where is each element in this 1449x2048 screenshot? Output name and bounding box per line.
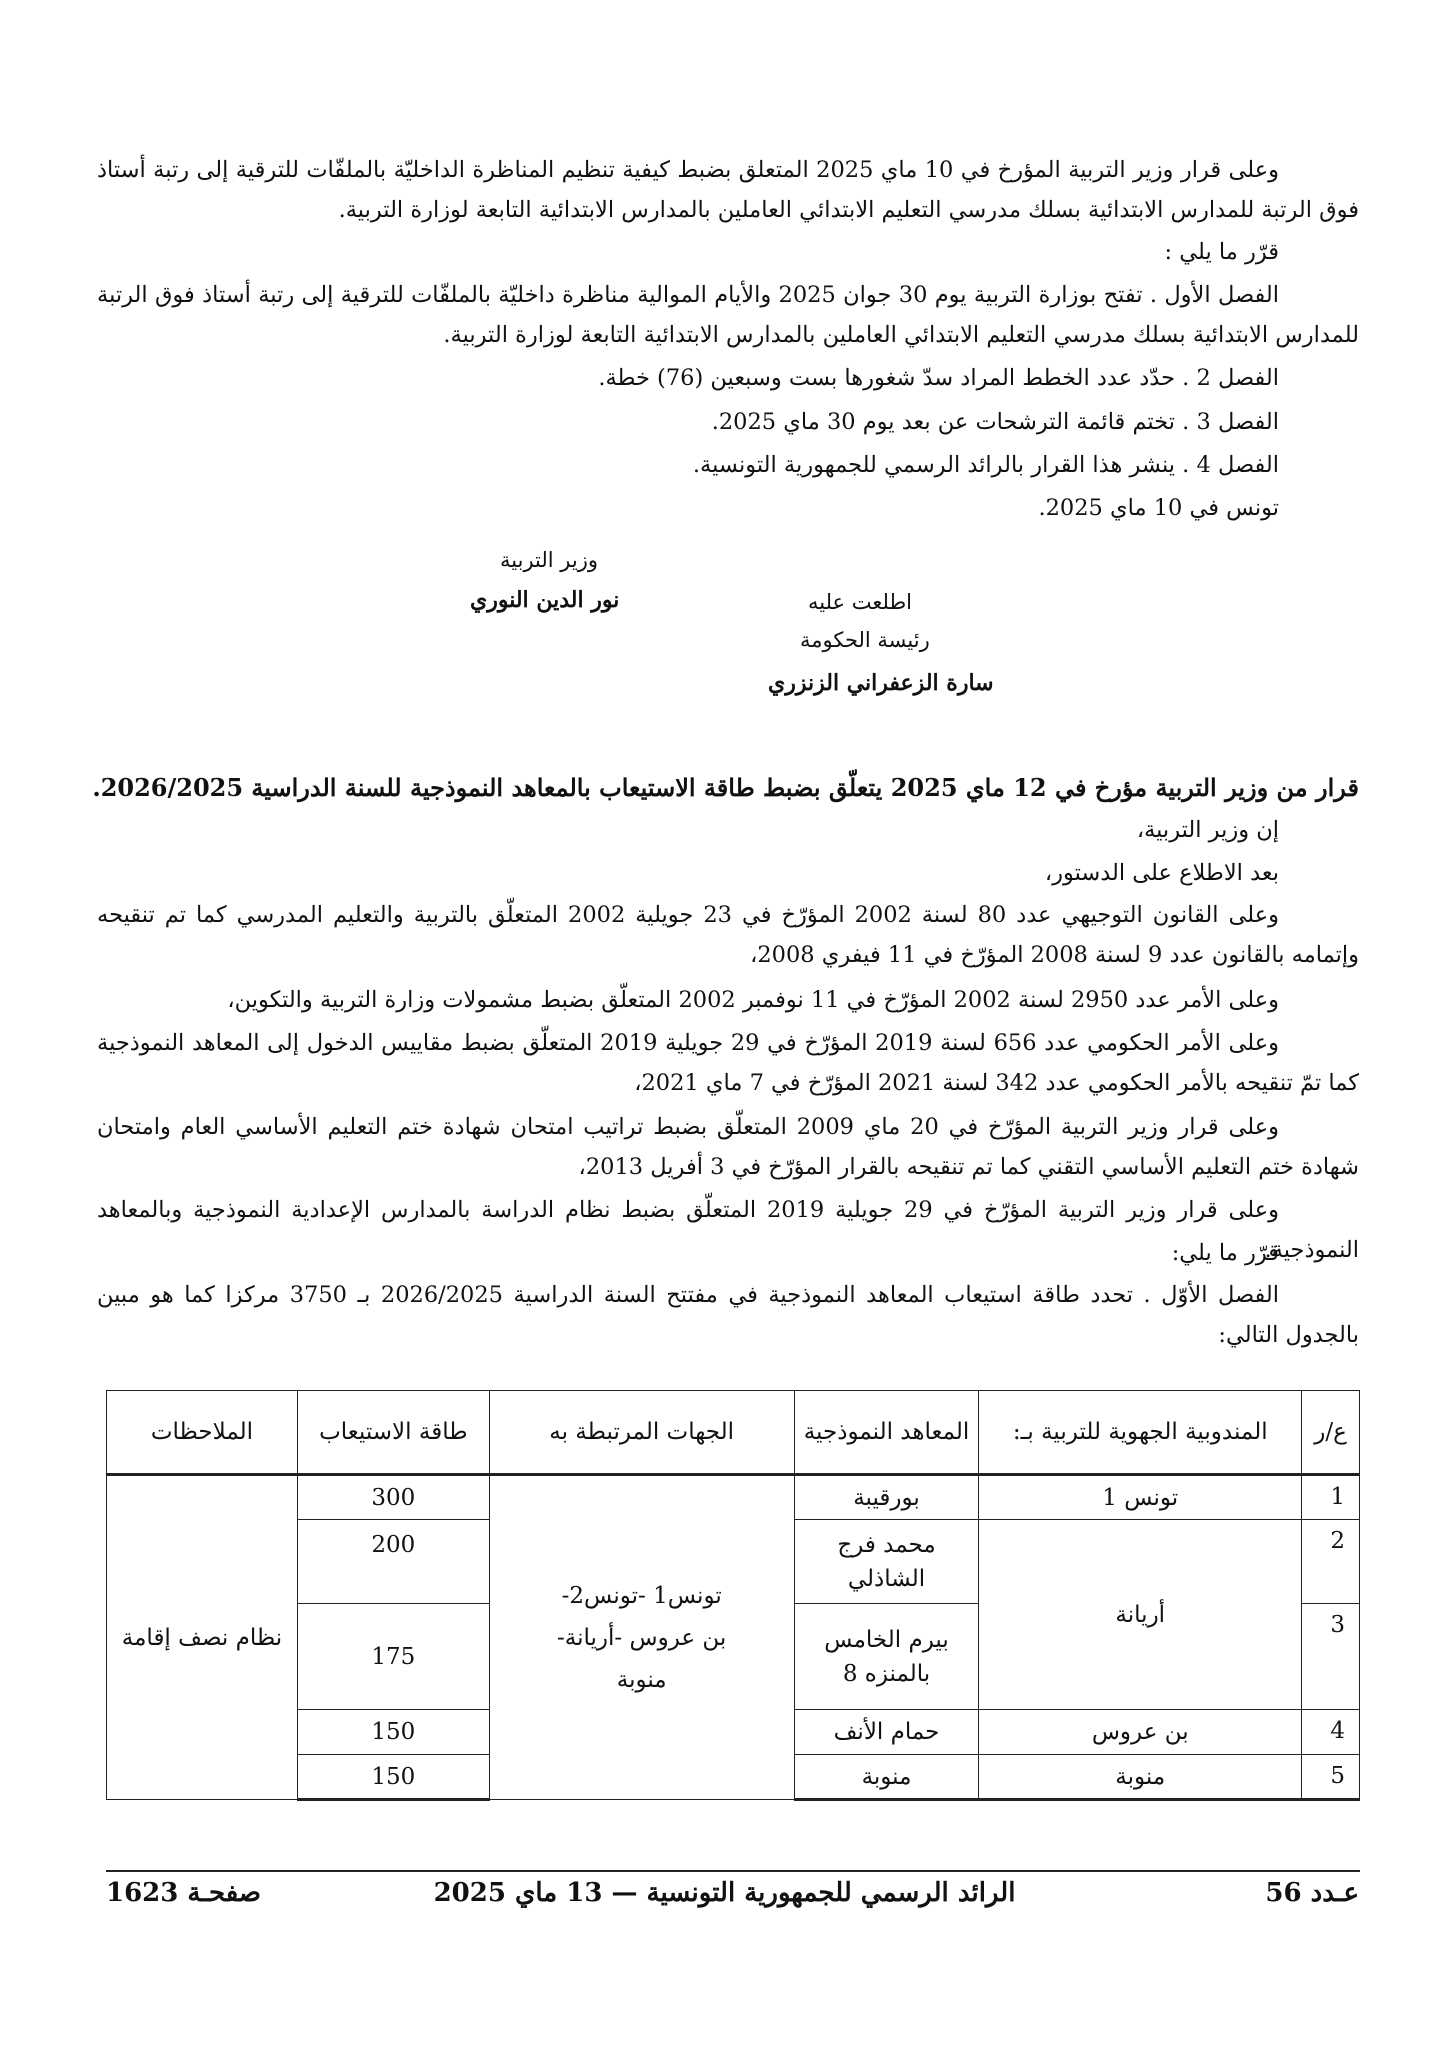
header-regions: الجهات المرتبطة به	[489, 1391, 794, 1475]
seen-by-label: اطلعت عليه	[808, 590, 913, 614]
footer-issue-number: عـدد 56	[1265, 1878, 1359, 1908]
decision2-article-1: الفصل الأوّل . تحدد طاقة استيعاب المعاهد النموذجية في مفتتح السنة الدراسية 2026/2025 بـ 3750 مركزا كما هو مبين بالجدول التالي:	[97, 1282, 1359, 1348]
decision2-law: وعلى القانون التوجيهي عدد 80 لسنة 2002 المؤرّخ في 23 جويلية 2002 المتعلّق بالتربية والتعليم المدرسي كما تم تنقيحه وإتمامه بالقانون عدد 9 لسنة 2008 المؤرّخ في 11 فيفري 2008،	[97, 902, 1359, 968]
table-row	[107, 1475, 1360, 1520]
header-notes: الملاحظات	[107, 1391, 298, 1475]
row-num: 3	[1302, 1604, 1360, 1710]
decision1-article-4: الفصل 4 . ينشر هذا القرار بالرائد الرسمي للجمهورية التونسية.	[692, 452, 1279, 478]
decision1-article-1: الفصل الأول . تفتح بوزارة التربية يوم 30 جوان 2025 والأيام الموالية مناظرة داخليّة بالملفّات للترقية إلى رتبة أستاذ فوق الرتبة للمدارس الابتدائية بسلك مدرسي التعليم الابتدائي العاملين بالمدارس الابتدائية التابعة لوزارة التربية.	[97, 282, 1359, 348]
decision1-article-3: الفصل 3 . تختم قائمة الترشحات عن بعد يوم 30 ماي 2025.	[711, 409, 1279, 435]
row-num: 4	[1302, 1710, 1360, 1755]
decision1-article-2: الفصل 2 . حدّد عدد الخطط المراد سدّ شغورها بست وسبعين (76) خطة.	[598, 365, 1279, 391]
row-delegation: تونس 1	[979, 1475, 1302, 1520]
decision2-title: قرار من وزير التربية مؤرخ في 12 ماي 2025 يتعلّق بضبط طاقة الاستيعاب بالمعاهد النموذجية للسنة الدراسية 2026/2025.	[92, 773, 1359, 802]
decision2-gov-order: وعلى الأمر الحكومي عدد 656 لسنة 2019 المؤرّخ في 29 جويلية 2019 المتعلّق بضبط مقاييس الدخول إلى المعاهد النموذجية كما تمّ تنقيحه بالأمر الحكومي عدد 342 لسنة 2021 المؤرّخ في 7 ماي 2021،	[97, 1030, 1359, 1096]
capacity-table	[106, 1390, 1360, 1801]
row-num: 1	[1302, 1475, 1360, 1520]
row-capacity: 150	[297, 1755, 489, 1800]
table-header-row	[107, 1391, 1360, 1475]
row-institute: بورقيبة	[794, 1475, 979, 1520]
header-institutes: المعاهد النموذجية	[794, 1391, 979, 1475]
pm-name: سارة الزعفراني الزنزري	[768, 670, 994, 696]
notes-cell: نظام نصف إقامة	[107, 1475, 298, 1800]
header-num: ع/ر	[1302, 1391, 1360, 1475]
decision1-preamble: وعلى قرار وزير التربية المؤرخ في 10 ماي 2025 المتعلق بضبط كيفية تنظيم المناظرة الداخليّة بالملفّات للترقية إلى رتبة أستاذ فوق الرتبة للمدارس الابتدائية بسلك مدرسي التعليم الابتدائي العاملين بالمدارس الابتدائية التابعة لوزارة التربية.	[97, 157, 1359, 223]
row-institute: محمد فرج الشاذلي	[794, 1520, 979, 1604]
row-capacity: 150	[297, 1710, 489, 1755]
decision2-decides: قرّر ما يلي:	[1171, 1240, 1279, 1266]
row-institute: بيرم الخامس بالمنزه 8	[794, 1604, 979, 1710]
row-institute: منوبة	[794, 1755, 979, 1800]
row-delegation: أريانة	[979, 1520, 1302, 1710]
row-capacity: 300	[297, 1475, 489, 1520]
row-delegation: بن عروس	[979, 1710, 1302, 1755]
header-delegation: المندوبية الجهوية للتربية بـ:	[979, 1391, 1302, 1475]
decision2-constitution: بعد الاطلاع على الدستور،	[1044, 860, 1279, 886]
decision1-date-place: تونس في 10 ماي 2025.	[1038, 495, 1279, 521]
minister-title: وزير التربية	[500, 548, 598, 572]
footer-page-number: صفحـة 1623	[106, 1878, 261, 1908]
linked-regions-text: تونس1 -تونس2- بن عروس -أريانة- منوبة	[557, 1582, 727, 1693]
decision2-study-decree: وعلى قرار وزير التربية المؤرّخ في 29 جويلية 2019 المتعلّق بضبط نظام الدراسة بالمدارس الإعدادية النموذجية وبالمعاهد النموذجية.	[97, 1197, 1359, 1263]
minister-name: نور الدين النوري	[470, 587, 620, 613]
row-delegation: منوبة	[979, 1755, 1302, 1800]
decision2-intro: إن وزير التربية،	[1136, 817, 1279, 843]
linked-regions-cell	[489, 1475, 794, 1800]
footer-journal-title: الرائد الرسمي للجمهورية التونسية — 13 ماي 2025	[433, 1878, 1016, 1908]
decision2-order: وعلى الأمر عدد 2950 لسنة 2002 المؤرّخ في 11 نوفمبر 2002 المتعلّق بضبط مشمولات وزارة التربية والتكوين،	[227, 987, 1279, 1013]
header-capacity: طاقة الاستيعاب	[297, 1391, 489, 1475]
pm-title: رئيسة الحكومة	[800, 628, 930, 652]
decision2-exam-decree: وعلى قرار وزير التربية المؤرّخ في 20 ماي 2009 المتعلّق بضبط تراتيب امتحان شهادة ختم التعليم الأساسي العام وامتحان شهادة ختم التعليم الأساسي التقني كما تم تنقيحه بالقرار المؤرّخ في 3 أفريل 2013،	[97, 1114, 1359, 1180]
row-capacity: 200	[297, 1520, 489, 1604]
row-institute: حمام الأنف	[794, 1710, 979, 1755]
row-num: 2	[1302, 1520, 1360, 1604]
row-num: 5	[1302, 1755, 1360, 1800]
footer-divider	[106, 1870, 1360, 1872]
decision1-decides: قرّر ما يلي :	[1164, 239, 1279, 265]
row-capacity: 175	[297, 1604, 489, 1710]
